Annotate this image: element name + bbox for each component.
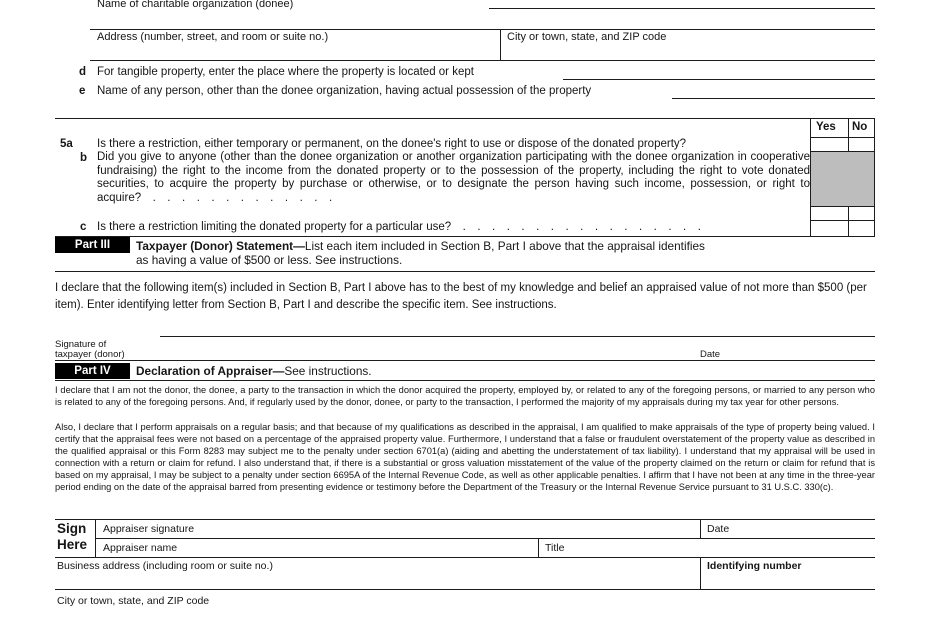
q5a-no-cell[interactable] bbox=[849, 138, 874, 151]
address-input-area[interactable] bbox=[91, 44, 499, 59]
business-address-row-line[interactable] bbox=[55, 589, 875, 590]
appraiser-name-row-line[interactable] bbox=[55, 557, 875, 558]
question-5b-text: Did you give to anyone (other than the donee organization or another organization participating with the donee organization in cooperative fundraising) the right to the income from the donated property or to the possession of the property, including the right to vote donated securities, to acquire the property by purchase or otherwise, or to designate the person having such income, possession, or right to acquire? . . . . . . . . . . . . . bbox=[97, 151, 810, 204]
name-title-divider bbox=[538, 538, 539, 557]
donee-name-label: Name of charitable organization (donee) bbox=[97, 0, 294, 10]
part4-heading-underline bbox=[55, 380, 875, 381]
part4-heading bbox=[136, 364, 372, 378]
business-address-label: Business address (including room or suite no.) bbox=[57, 560, 273, 572]
question-5b-number: b bbox=[80, 152, 88, 164]
shaded-no-entry-cell bbox=[811, 152, 874, 206]
identifying-number-label: Identifying number bbox=[707, 560, 802, 572]
appraiser-declaration-paragraph-1: I declare that I am not the donor, the donee, a party to the transaction in which the donor acquired the property, employed by, or related to any of the foregoing persons, or married to any person who is related to any of the foregoing persons. And, if regularly used by the donor, donee, or party to the transaction, I performed the majority of my appraisals during my tax year for other persons. bbox=[55, 385, 875, 407]
part3-heading-bold: Taxpayer (Donor) Statement— bbox=[136, 239, 305, 253]
identifying-number-input-area[interactable] bbox=[707, 573, 872, 587]
donee-name-fill-line[interactable] bbox=[489, 8, 875, 9]
q5c-no-cell[interactable] bbox=[849, 221, 874, 235]
appraiser-signature-label: Appraiser signature bbox=[103, 523, 195, 535]
q5b-yes-cell[interactable] bbox=[811, 207, 847, 219]
property-location-fill-line[interactable] bbox=[563, 79, 875, 80]
question-5a-text: Is there a restriction, either temporary or permanent, on the donee's right to use or dispose of the donated property? bbox=[97, 138, 687, 150]
city-input-area[interactable] bbox=[501, 44, 874, 59]
city-label: City or town, state, and ZIP code bbox=[507, 31, 667, 43]
sign-here-word2: Here bbox=[57, 537, 88, 552]
appraiser-signature-row-line[interactable] bbox=[95, 538, 875, 539]
address-row-top-border bbox=[90, 29, 875, 30]
question-5a-number: 5a bbox=[60, 138, 73, 150]
part4-tag: Part IV bbox=[55, 363, 130, 379]
address-label: Address (number, street, and room or suite no.) bbox=[97, 31, 329, 43]
part4-heading-rest: See instructions. bbox=[284, 364, 372, 378]
sign-here-city-label: City or town, state, and ZIP code bbox=[57, 595, 210, 607]
title-label: Title bbox=[545, 542, 565, 554]
part4-heading-bold: Declaration of Appraiser— bbox=[136, 364, 285, 378]
appraiser-name-label: Appraiser name bbox=[103, 542, 178, 554]
taxpayer-date-label: Date bbox=[700, 349, 721, 360]
identifying-number-divider bbox=[700, 557, 701, 590]
yes-column-header: Yes bbox=[816, 121, 836, 133]
title-input-area[interactable] bbox=[575, 540, 874, 555]
no-column-right-border bbox=[874, 118, 875, 236]
no-column-header: No bbox=[852, 121, 868, 133]
appraiser-name-input-area[interactable] bbox=[190, 540, 535, 555]
appraiser-date-divider bbox=[700, 519, 701, 538]
line-d-label: For tangible property, enter the place where the property is located or kept bbox=[97, 66, 474, 78]
part3-bottom-border bbox=[55, 360, 875, 361]
taxpayer-signature-fill-line[interactable] bbox=[160, 336, 875, 337]
taxpayer-signature-label-line2: taxpayer (donor) bbox=[55, 349, 125, 360]
taxpayer-signature-label-line1: Signature of bbox=[55, 339, 107, 350]
possessor-name-fill-line[interactable] bbox=[672, 98, 875, 99]
question-5c-text: Is there a restriction limiting the donated property for a particular use? . . . . . . . . . . . . . . . . . bbox=[97, 221, 701, 233]
appraiser-date-input-area[interactable] bbox=[735, 521, 874, 537]
q5c-yes-cell[interactable] bbox=[811, 221, 847, 235]
part3-tag: Part III bbox=[55, 237, 130, 253]
part3-heading-line2: as having a value of $500 or less. See instructions. bbox=[136, 253, 403, 267]
appraiser-declaration-paragraph-2: Also, I declare that I perform appraisals on a regular basis; and that because of my qualifications as described in the appraisal, I am qualified to make appraisals of the type of property being valued. I certify that the appraisal fees were not based on a percentage of the appraised property value. Furthermore, I understand that a false or fraudulent overstatement of the property value as described in the qualified appraisal or this Form 8283 may subject me to the penalty under section 6701(a) (aiding and abetting the understatement of tax liability). I understand that my appraisal will be used in connection with a return or claim for refund. I also understand that, if there is a substantial or gross valuation misstatement of the value of the property claimed on the return or claim for refund that is based on my appraisal, I may be subject to a penalty under section 6695A of the Internal Revenue Code, as well as other applicable penalties. I affirm that I have not been at any time in the three-year period ending on the date of the appraisal barred from presenting evidence or testimony before the Department of the Treasury or the Internal Revenue Service pursuant to 31 U.S.C. 330(c). bbox=[55, 422, 875, 492]
question-5c-number: c bbox=[80, 221, 87, 233]
questions-bottom-border bbox=[55, 236, 875, 237]
line-e-number: e bbox=[79, 85, 86, 97]
sign-here-city-input-area[interactable] bbox=[235, 593, 635, 611]
part3-heading-underline bbox=[55, 271, 875, 272]
line-d-number: d bbox=[79, 66, 87, 78]
appraiser-signature-input-area[interactable] bbox=[210, 521, 690, 537]
questions-top-border bbox=[55, 118, 875, 119]
sign-here-top-border bbox=[55, 519, 875, 520]
part3-declaration-text: I declare that the following item(s) included in Section B, Part I above has to the best of my knowledge and belief an appraised value of not more than $500 (per item). Enter identifying letter from Section B, Part I and describe the specific item. See instructions. bbox=[55, 282, 867, 311]
q5b-no-cell[interactable] bbox=[849, 207, 874, 219]
address-row-bottom-border bbox=[90, 60, 875, 61]
part3-heading-line1 bbox=[136, 239, 705, 253]
line-e-label: Name of any person, other than the donee organization, having actual possession of the property bbox=[97, 85, 592, 97]
appraiser-date-label: Date bbox=[707, 523, 730, 535]
part3-heading-rest: List each item included in Section B, Part I above that the appraisal identifies bbox=[304, 239, 705, 253]
business-address-input-area[interactable] bbox=[290, 560, 695, 587]
q5a-yes-cell[interactable] bbox=[811, 138, 847, 151]
sign-here-word1: Sign bbox=[57, 521, 87, 536]
